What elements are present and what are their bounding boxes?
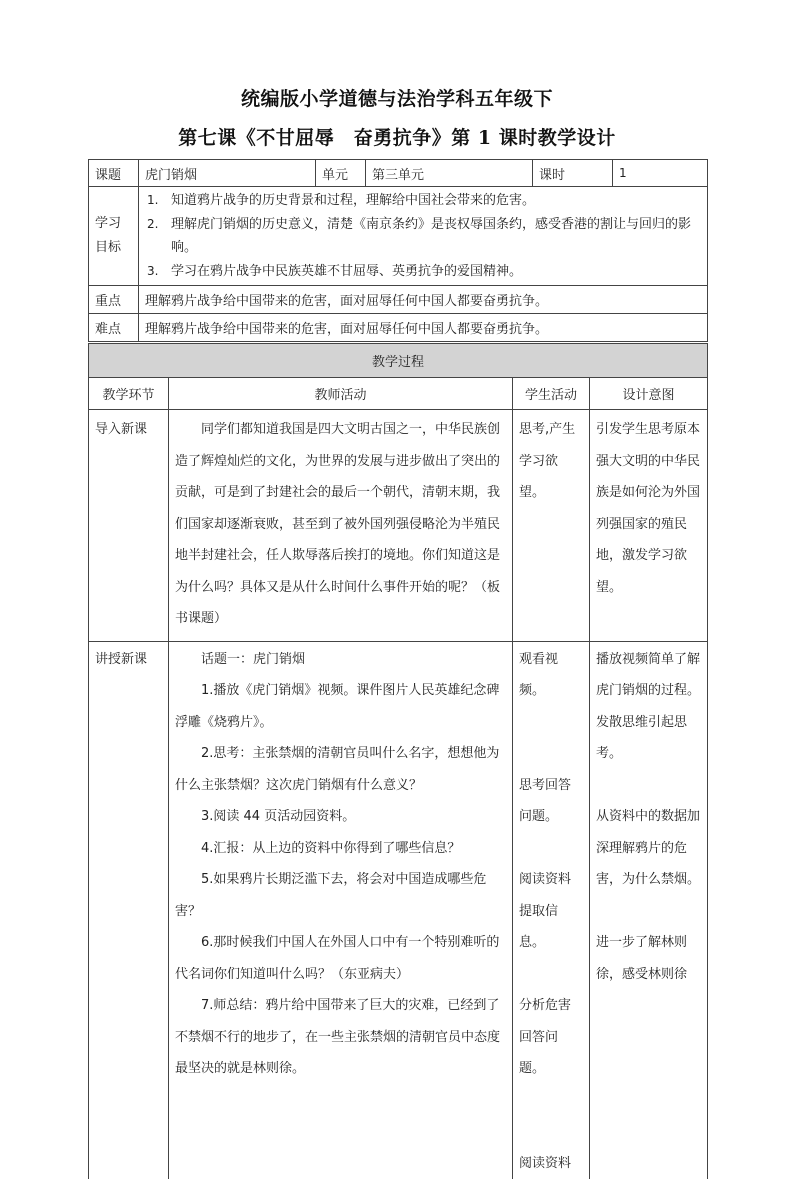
objective-text: 学习在鸦片战争中民族英雄不甘屈辱、英勇抗争的爱国精神。 — [171, 264, 522, 279]
objective-number: 1. — [147, 189, 158, 213]
document-title: 统编版小学道德与法治学科五年级下 — [0, 84, 794, 111]
column-header: 设计意图 — [590, 378, 708, 410]
topic-label: 课题 — [89, 160, 139, 187]
difficulty-text: 理解鸦片战争给中国带来的危害，面对屈辱任何中国人都要奋勇抗争。 — [139, 314, 708, 342]
objective-number: 2. — [147, 213, 158, 237]
teacher-cell — [169, 410, 513, 642]
teacher-step: 4.汇报：从上边的资料中你得到了哪些信息？ — [175, 833, 506, 865]
topic-value: 虎门销烟 — [139, 160, 316, 187]
intent-cell — [590, 641, 708, 1179]
teacher-step: 5.如果鸦片长期泛滥下去，将会对中国造成哪些危害？ — [175, 864, 506, 927]
intent-text: 引发学生思考原本强大文明的中华民族是如何沦为外国列强国家的殖民地，激发学习欲望。 — [596, 414, 701, 603]
intent-item: 从资料中的数据加深理解鸦片的危害，为什么禁烟。 — [596, 801, 701, 896]
process-heading: 教学过程 — [89, 344, 708, 378]
student-activity: 阅读资料提取信息。 — [519, 864, 583, 959]
difficulty-label: 难点 — [89, 314, 139, 342]
objectives-label-line2: 目标 — [95, 236, 132, 260]
teacher-step: 3.阅读 44 页活动园资料。 — [175, 801, 506, 833]
period-label: 课时 — [533, 160, 613, 187]
period-value: 1 — [613, 160, 708, 187]
key-point-text: 理解鸦片战争给中国带来的危害，面对屈辱任何中国人都要奋勇抗争。 — [139, 286, 708, 314]
lesson-title: 第七课《不甘屈辱 奋勇抗争》第 1 课时教学设计 — [0, 123, 794, 150]
objectives-row — [89, 187, 708, 286]
stage-cell — [89, 641, 169, 1179]
student-activity: 观看视频。 — [519, 644, 583, 707]
student-cell — [513, 410, 590, 642]
key-point-row — [89, 286, 708, 314]
unit-value: 第三单元 — [366, 160, 533, 187]
column-header: 教师活动 — [169, 378, 513, 410]
objective-text: 知道鸦片战争的历史背景和过程，理解给中国社会带来的危害。 — [171, 193, 535, 208]
objectives-content — [139, 187, 708, 286]
teacher-cell — [169, 641, 513, 1179]
student-activity: 阅读资料 — [519, 1148, 583, 1179]
objective-number: 3. — [147, 260, 158, 284]
objective-item — [145, 260, 701, 284]
stage-cell — [89, 410, 169, 642]
info-row — [89, 160, 708, 187]
objectives-label — [89, 187, 139, 286]
teaching-process-table — [88, 343, 708, 1179]
key-point-label: 重点 — [89, 286, 139, 314]
column-header: 教学环节 — [89, 378, 169, 410]
intent-item: 发散思维引起思考。 — [596, 707, 701, 770]
objective-item — [145, 213, 701, 260]
column-header: 学生活动 — [513, 378, 590, 410]
teacher-step: 7.师总结：鸦片给中国带来了巨大的灾难，已经到了不禁烟不行的地步了，在一些主张禁烟的清朝官员中态度最坚决的就是林则徐。 — [175, 990, 506, 1085]
teacher-step: 6.那时候我们中国人在外国人口中有一个特别难听的代名词你们知道叫什么吗？（东亚病夫） — [175, 927, 506, 990]
teacher-step: 2.思考：主张禁烟的清朝官员叫什么名字，想想他为什么主张禁烟？这次虎门销烟有什么意义？ — [175, 738, 506, 801]
column-header-row — [89, 378, 708, 410]
teacher-step: 1.播放《虎门销烟》视频。课件图片人民英雄纪念碑浮雕《烧鸦片》。 — [175, 675, 506, 738]
table-row — [89, 410, 708, 642]
unit-label: 单元 — [316, 160, 366, 187]
lesson-info-table — [88, 159, 708, 342]
stage-text: 讲授新课 — [95, 644, 162, 676]
teacher-step: 话题一：虎门销烟 — [175, 644, 506, 676]
intent-cell — [590, 410, 708, 642]
objective-item — [145, 189, 701, 213]
student-text: 思考,产生学习欲望。 — [519, 414, 583, 509]
student-activity: 思考回答问题。 — [519, 770, 583, 833]
table-row — [89, 641, 708, 1179]
intent-item: 播放视频简单了解虎门销烟的过程。 — [596, 644, 701, 707]
difficulty-row — [89, 314, 708, 342]
objective-text: 理解虎门销烟的历史意义，清楚《南京条约》是丧权辱国条约，感受香港的割让与回归的影响。 — [171, 217, 691, 256]
student-activity: 分析危害回答问题。 — [519, 990, 583, 1085]
student-cell — [513, 641, 590, 1179]
teacher-text: 同学们都知道我国是四大文明古国之一，中华民族创造了辉煌灿烂的文化，为世界的发展与进步做出了突出的贡献，可是到了封建社会的最后一个朝代，清朝末期，我们国家却逐渐衰败，甚至到了被外国列强侵略沦为半殖民地半封建社会，任人欺辱落后挨打的境地。你们知道这是为什么吗？具体又是从什么时间什么事件开始的呢？（板书课题） — [175, 414, 506, 635]
stage-text: 导入新课 — [95, 414, 162, 446]
intent-item: 进一步了解林则徐，感受林则徐 — [596, 927, 701, 990]
objectives-label-line1: 学习 — [95, 212, 132, 236]
